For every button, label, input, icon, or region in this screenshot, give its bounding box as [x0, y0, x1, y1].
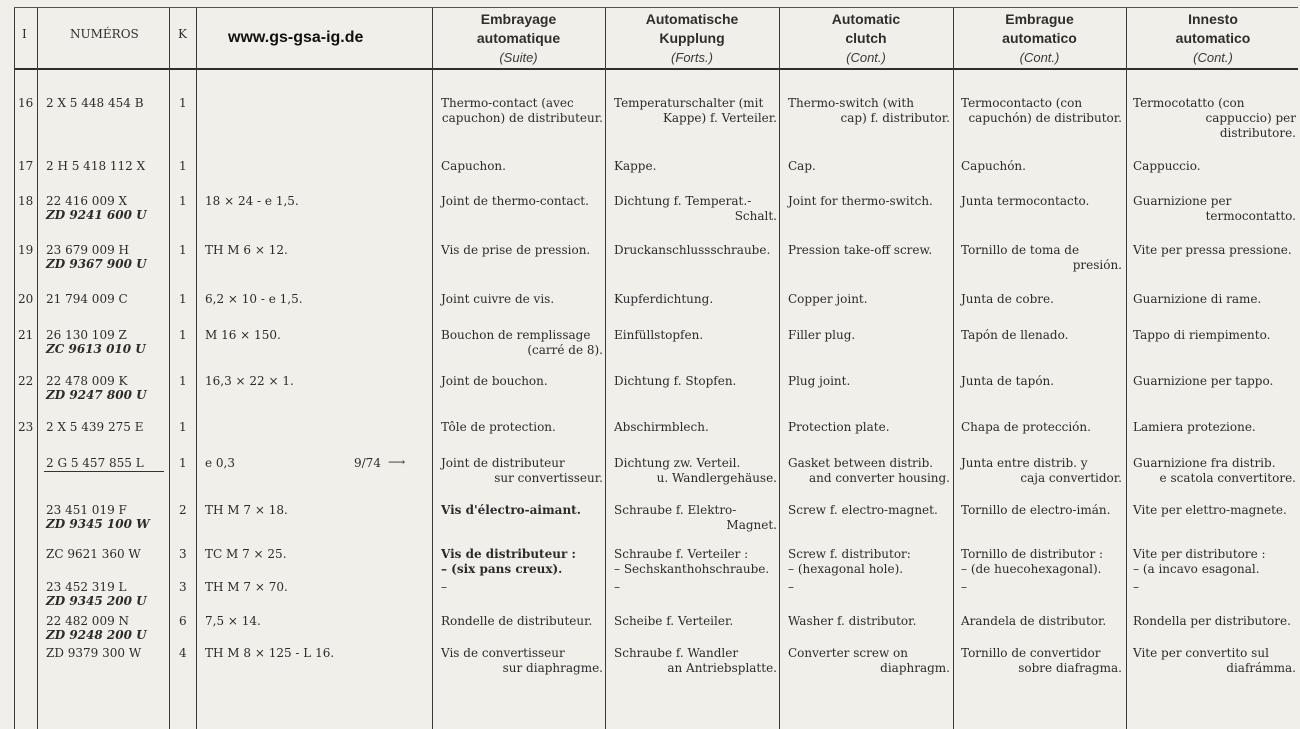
quantity: 1: [179, 456, 187, 470]
part-number-underline: [44, 471, 164, 472]
dimensions: TH M 7 × 70.: [205, 580, 288, 594]
quantity: 6: [179, 614, 187, 628]
description-es: Termocontacto (con: [961, 96, 1083, 110]
description-fr: sur convertisseur.: [494, 471, 603, 485]
description-de: Schalt.: [734, 209, 777, 223]
description-es: Junta termocontacto.: [961, 194, 1090, 208]
description-fr: Vis de distributeur :: [441, 547, 576, 561]
description-it: cappuccio) per: [1205, 111, 1296, 125]
quantity: 1: [179, 243, 187, 257]
description-fr: Thermo-contact (avec: [441, 96, 574, 110]
description-es: Tornillo de toma de: [961, 243, 1080, 257]
description-en: Screw f. distributor:: [788, 547, 911, 561]
header-subtitle: (Cont.): [846, 50, 886, 65]
description-de: u. Wandlergehäuse.: [656, 471, 777, 485]
part-number-alt: ZD 9241 600 U: [46, 208, 147, 222]
description-fr: Vis de convertisseur: [441, 646, 565, 660]
part-number: 22 482 009 N: [46, 614, 130, 628]
description-de: Temperaturschalter (mit: [614, 96, 764, 110]
part-number: 23 679 009 H: [46, 243, 129, 257]
description-de: – Sechskanthohschraube.: [614, 562, 770, 576]
description-de: Schraube f. Verteiler :: [614, 547, 749, 561]
header-title: Automatic: [831, 11, 901, 27]
description-es: Junta de cobre.: [961, 292, 1054, 306]
description-de: –: [614, 580, 620, 594]
description-en: Screw f. electro-magnet.: [788, 503, 938, 517]
description-it: Vite per convertito sul: [1133, 646, 1269, 660]
description-en: Cap.: [788, 159, 816, 173]
description-en: Pression take-off screw.: [788, 243, 933, 257]
dimensions: TC M 7 × 25.: [205, 547, 287, 561]
part-number-alt: ZD 9367 900 U: [46, 257, 147, 271]
header-k: K: [178, 27, 187, 41]
description-it: Lamiera protezione.: [1133, 420, 1256, 434]
quantity: 1: [179, 328, 187, 342]
description-es: Chapa de protección.: [961, 420, 1091, 434]
revision-date: 9/74: [354, 456, 381, 470]
part-number: 2 X 5 439 275 E: [46, 420, 144, 434]
part-number: 2 H 5 418 112 X: [46, 159, 146, 173]
description-it: Tappo di riempimento.: [1133, 328, 1271, 342]
description-fr: –: [441, 580, 447, 594]
description-fr: Joint de distributeur: [441, 456, 565, 470]
description-en: Copper joint.: [788, 292, 868, 306]
quantity: 3: [179, 580, 187, 594]
arrow-right-icon: ⟶: [388, 455, 406, 469]
header-subtitle: (Suite): [499, 50, 538, 65]
part-number-alt: ZD 9345 200 U: [46, 594, 147, 608]
column-rule: [605, 8, 606, 729]
column-rule: [432, 8, 433, 729]
description-es: Tapón de llenado.: [961, 328, 1069, 342]
dimensions: TH M 6 × 12.: [205, 243, 288, 257]
description-fr: capuchon) de distributeur.: [441, 111, 603, 125]
part-number: 2 X 5 448 454 B: [46, 96, 144, 110]
description-de: Scheibe f. Verteiler.: [614, 614, 734, 628]
description-fr: Rondelle de distributeur.: [441, 614, 593, 628]
description-de: Magnet.: [726, 518, 777, 532]
description-de: Druckanschlussschraube.: [614, 243, 771, 257]
header-title: Automatische: [645, 11, 739, 27]
header-subtitle: (Cont.): [1019, 50, 1060, 65]
column-rule: [1126, 8, 1127, 729]
header-numbers: NUMÉROS: [70, 27, 139, 41]
header-title: Innesto: [1188, 11, 1238, 27]
dimensions: 18 × 24 - e 1,5.: [205, 194, 299, 208]
description-en: Thermo-switch (with: [788, 96, 914, 110]
website-watermark: www.gs-gsa-ig.de: [228, 29, 364, 46]
description-es: Capuchón.: [961, 159, 1026, 173]
description-it: termocontatto.: [1205, 209, 1296, 223]
description-fr: Tôle de protection.: [441, 420, 556, 434]
description-de: Dichtung f. Stopfen.: [614, 374, 737, 388]
description-es: – (de huecohexagonal).: [961, 562, 1102, 576]
description-it: distributore.: [1219, 126, 1296, 140]
header-title: automatico: [1002, 30, 1077, 46]
column-rule: [14, 8, 15, 729]
description-it: Vite per pressa pressione.: [1133, 243, 1292, 257]
part-number-alt: ZD 9248 200 U: [46, 628, 147, 642]
description-es: Tornillo de distributor :: [961, 547, 1104, 561]
description-es: sobre diafragma.: [1018, 661, 1122, 675]
description-en: Plug joint.: [788, 374, 851, 388]
part-number-alt: ZD 9247 800 U: [46, 388, 147, 402]
header-title: automatico: [1175, 30, 1251, 46]
row-index: 16: [18, 96, 34, 110]
language-column-header: [432, 10, 605, 67]
quantity: 1: [179, 194, 187, 208]
description-es: Tornillo de convertidor: [961, 646, 1101, 660]
row-index: 22: [18, 374, 34, 388]
description-en: Filler plug.: [788, 328, 856, 342]
header-title: Kupplung: [659, 30, 725, 46]
language-column-header: [1126, 10, 1300, 67]
description-de: Kupferdichtung.: [614, 292, 714, 306]
description-es: capuchón) de distributor.: [968, 111, 1122, 125]
description-fr: – (six pans creux).: [441, 562, 563, 576]
header-rule: [14, 68, 1298, 70]
quantity: 1: [179, 96, 187, 110]
description-fr: Vis de prise de pression.: [441, 243, 591, 257]
part-number: 21 794 009 C: [46, 292, 128, 306]
part-number-alt: ZC 9613 010 U: [46, 342, 146, 356]
description-it: Guarnizione per: [1133, 194, 1232, 208]
description-es: Tornillo de electro-imán.: [961, 503, 1111, 517]
quantity: 4: [179, 646, 187, 660]
part-number-alt: ZD 9345 100 W: [46, 517, 150, 531]
dimensions: TH M 8 × 125 - L 16.: [205, 646, 335, 660]
header-title: clutch: [845, 30, 887, 46]
description-it: Termocotatto (con: [1133, 96, 1245, 110]
column-rule: [779, 8, 780, 729]
description-en: diaphragm.: [880, 661, 950, 675]
description-fr: Capuchon.: [441, 159, 506, 173]
part-number: ZC 9621 360 W: [46, 547, 141, 561]
description-it: Cappuccio.: [1133, 159, 1201, 173]
dimensions: M 16 × 150.: [205, 328, 281, 342]
dimensions: TH M 7 × 18.: [205, 503, 288, 517]
part-number: ZD 9379 300 W: [46, 646, 142, 660]
header-title: Embrague: [1005, 11, 1074, 27]
description-fr: Bouchon de remplissage: [441, 328, 591, 342]
part-number: 23 452 319 L: [46, 580, 127, 594]
description-es: caja convertidor.: [1020, 471, 1122, 485]
dimensions: 7,5 × 14.: [205, 614, 261, 628]
header-title: Embrayage: [480, 11, 557, 27]
description-en: cap) f. distributor.: [840, 111, 950, 125]
column-rule: [953, 8, 954, 729]
part-number: 22 478 009 K: [46, 374, 128, 388]
header-subtitle: (Cont.): [1193, 50, 1233, 65]
description-de: Abschirmblech.: [614, 420, 709, 434]
header-title: automatique: [476, 30, 561, 46]
quantity: 1: [179, 420, 187, 434]
description-de: an Antriebsplatte.: [667, 661, 777, 675]
part-number: 26 130 109 Z: [46, 328, 127, 342]
description-it: Rondella per distributore.: [1133, 614, 1291, 628]
header-index: I: [22, 27, 27, 41]
part-number: 22 416 009 X: [46, 194, 128, 208]
description-en: Converter screw on: [788, 646, 908, 660]
row-index: 19: [18, 243, 34, 257]
description-es: Junta de tapón.: [961, 374, 1055, 388]
description-fr: Joint cuivre de vis.: [441, 292, 555, 306]
description-fr: sur diaphragme.: [502, 661, 603, 675]
dimensions: 16,3 × 22 × 1.: [205, 374, 294, 388]
description-en: –: [788, 580, 794, 594]
description-en: and converter housing.: [808, 471, 950, 485]
description-en: Joint for thermo-switch.: [788, 194, 933, 208]
row-index: 20: [18, 292, 34, 306]
dimensions: 6,2 × 10 - e 1,5.: [205, 292, 303, 306]
part-number: 2 G 5 457 855 L: [46, 456, 144, 470]
language-column-header: [779, 10, 953, 67]
row-index: 23: [18, 420, 34, 434]
language-column-header: [605, 10, 779, 67]
quantity: 2: [179, 503, 187, 517]
header-subtitle: (Forts.): [671, 50, 713, 65]
description-it: Vite per elettro-magnete.: [1133, 503, 1287, 517]
description-es: Arandela de distributor.: [961, 614, 1107, 628]
row-index: 18: [18, 194, 34, 208]
description-it: diafrámma.: [1226, 661, 1296, 675]
description-de: Schraube f. Wandler: [614, 646, 739, 660]
description-it: Guarnizione per tappo.: [1133, 374, 1274, 388]
row-index: 21: [18, 328, 34, 342]
description-en: Gasket between distrib.: [788, 456, 934, 470]
description-en: – (hexagonal hole).: [788, 562, 904, 576]
quantity: 1: [179, 159, 187, 173]
description-de: Dichtung f. Temperat.-: [614, 194, 752, 208]
description-es: Junta entre distrib. y: [961, 456, 1088, 470]
row-index: 17: [18, 159, 34, 173]
language-column-header: [953, 10, 1126, 67]
description-fr: Vis d'électro-aimant.: [441, 503, 581, 517]
description-de: Kappe) f. Verteiler.: [662, 111, 777, 125]
description-fr: Joint de bouchon.: [441, 374, 548, 388]
description-de: Schraube f. Elektro-: [614, 503, 737, 517]
description-fr: Joint de thermo-contact.: [441, 194, 589, 208]
description-it: Guarnizione di rame.: [1133, 292, 1262, 306]
top-rule: [14, 7, 1298, 8]
description-en: Protection plate.: [788, 420, 890, 434]
description-de: Einfüllstopfen.: [614, 328, 704, 342]
quantity: 1: [179, 292, 187, 306]
description-de: Dichtung zw. Verteil.: [614, 456, 741, 470]
description-fr: (carré de 8).: [527, 343, 603, 357]
description-it: Vite per distributore :: [1133, 547, 1266, 561]
description-it: e scatola convertitore.: [1159, 471, 1296, 485]
dimensions: e 0,3: [205, 456, 235, 470]
quantity: 3: [179, 547, 187, 561]
column-rule: [169, 8, 170, 729]
description-en: Washer f. distributor.: [788, 614, 917, 628]
description-es: –: [961, 580, 967, 594]
description-it: Guarnizione fra distrib.: [1133, 456, 1276, 470]
column-rule: [196, 8, 197, 729]
description-it: – (a incavo esagonal.: [1133, 562, 1260, 576]
description-it: –: [1133, 580, 1139, 594]
description-de: Kappe.: [614, 159, 657, 173]
description-es: presión.: [1072, 258, 1122, 272]
quantity: 1: [179, 374, 187, 388]
part-number: 23 451 019 F: [46, 503, 127, 517]
column-rule: [37, 8, 38, 729]
